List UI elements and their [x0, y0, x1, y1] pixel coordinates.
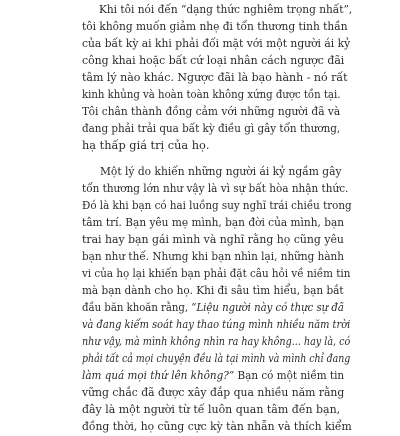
text-line [0, 1, 400, 19]
line-text: trai hay bạn gái mình và nghĩ rằng họ cũng yêu [82, 233, 344, 246]
line-text: đang phải trải qua bất kỳ điều gì gây tổn thương, [82, 122, 341, 135]
line-text: tôi không muốn giảm nhẹ đi tổn thương tinh thần [82, 20, 348, 33]
text-line [0, 18, 400, 36]
text-line [0, 69, 400, 87]
line-text: công khai hoặc bất cứ loại nhân cách ngược đãi [82, 54, 345, 67]
text-line [0, 350, 400, 368]
line-text: tổn thương lớn như vậy là vì sự bất hòa nhận thức. [82, 182, 349, 195]
text-line [0, 299, 400, 317]
line-text: vi của họ lại khiến bạn phải đặt câu hỏi về niềm tin [82, 267, 351, 280]
line-text: Tôi chân thành đồng cảm với những người đã và [82, 105, 341, 118]
line-text: phải tất cả mọi chuyện đều là tại mình và mình chỉ đang [82, 352, 351, 365]
line-text-roman: Bạn có một niềm tin [234, 369, 345, 382]
line-text: kinh khủng và hoàn toàn không xứng được tồn tại. [82, 88, 341, 101]
text-line [0, 418, 400, 436]
line-text-mixed [82, 367, 344, 385]
text-line [0, 120, 400, 138]
line-text: như vậy, mà mình không nhìn ra hay không... hay là, có [82, 335, 351, 348]
text-line [0, 35, 400, 53]
line-text: Khi tôi nói đến “dạng thức nghiêm trọng nhất”, [99, 3, 353, 16]
line-text-italic: Liệu người này có thực sự đã [196, 301, 344, 314]
line-text: đồng thời, họ cũng cực kỳ tàn nhẫn và thích kiểm [82, 420, 352, 433]
text-line [0, 333, 400, 351]
line-text: vững chắc đã được xây đắp qua nhiều năm rằng [82, 386, 345, 399]
text-line [0, 197, 400, 215]
text-line [0, 401, 400, 419]
line-text: Đó là khi bạn có hai luồng suy nghĩ trái chiều trong [82, 199, 352, 212]
line-text-italic: làm quá mọi thứ lên không?” [82, 369, 235, 382]
text-line [0, 367, 400, 385]
text-line [0, 265, 400, 283]
line-text: tâm trí. Bạn yêu mẹ mình, bạn đời của mình, bạn [82, 216, 345, 229]
line-text: hạ thấp giá trị của họ. [82, 139, 210, 152]
line-text-roman: đầu băn khoăn rằng, “ [82, 301, 197, 314]
text-line [0, 180, 400, 198]
line-text: và đang kiểm soát hay thao túng mình nhiều năm trời [82, 318, 351, 331]
text-line [0, 316, 400, 334]
text-line [0, 248, 400, 266]
text-line [0, 282, 400, 300]
line-text: của bất kỳ ai khi phải đối mặt với một người ái kỷ [82, 37, 351, 50]
text-line [0, 103, 400, 121]
text-line [0, 52, 400, 70]
line-text-mixed [82, 299, 344, 317]
line-text: mà bạn dành cho họ. Khi đi sâu tìm hiểu, bạn bắt [82, 284, 344, 297]
text-line [0, 231, 400, 249]
text-line [0, 163, 400, 181]
line-text: đây là một người từ tế luôn quan tâm đến bạn, [82, 403, 341, 416]
text-line [0, 137, 400, 155]
text-line [0, 86, 400, 104]
text-line [0, 384, 400, 402]
text-line [0, 214, 400, 232]
line-text: Một lý do khiến những người ái kỷ ngầm gây [100, 165, 342, 178]
line-text: bạn như thế. Nhưng khi bạn nhìn lại, những hành [82, 250, 345, 263]
line-text: tâm lý nào khác. Ngược đãi là bạo hành - nó rất [82, 71, 348, 84]
